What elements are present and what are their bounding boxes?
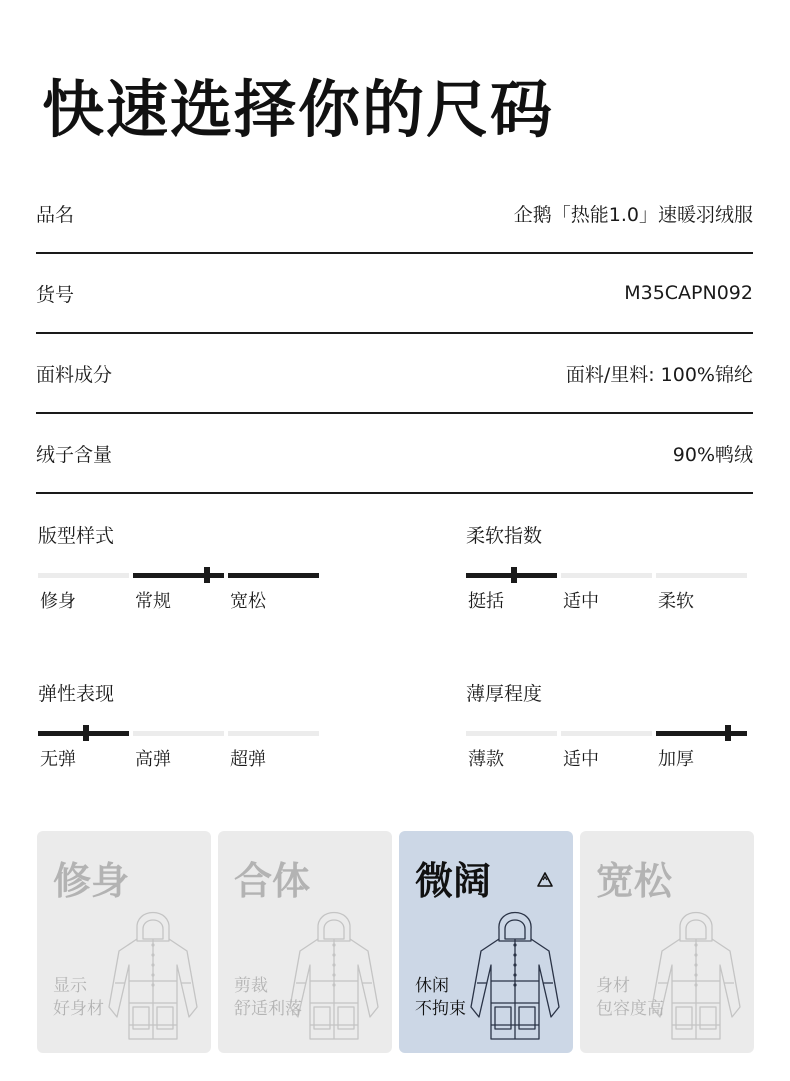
jacket-button	[694, 973, 697, 976]
jacket-illustration	[461, 899, 569, 1051]
page-title: 快速选择你的尺码	[42, 73, 555, 146]
card-title: 合体	[234, 859, 311, 903]
fit-card-slim[interactable]	[37, 831, 211, 1053]
fit-cards	[37, 831, 754, 1053]
jacket-button	[694, 983, 697, 986]
jacket-outline	[324, 920, 344, 939]
card-desc-line: 包容度高	[596, 999, 664, 1019]
scale-segment	[656, 573, 747, 578]
scale-segment	[133, 573, 224, 578]
card-desc-line: 不拘束	[415, 999, 466, 1019]
jacket-outline	[495, 1007, 511, 1029]
card-title: 宽松	[596, 859, 673, 903]
scale-marker	[725, 725, 731, 741]
spec-value: 企鹅「热能1.0」速暖羽绒服	[513, 203, 753, 226]
jacket-button	[332, 943, 335, 946]
jacket-outline	[143, 920, 163, 939]
jacket-button	[332, 963, 335, 966]
card-description	[596, 975, 664, 1021]
card-desc-line: 舒适利落	[234, 999, 302, 1019]
fit-style-scale	[38, 569, 320, 581]
jacket-outline	[318, 913, 350, 942]
scale-label: 修身	[40, 591, 76, 612]
jacket-button	[513, 943, 516, 946]
jacket-button	[332, 983, 335, 986]
scale-segment	[133, 731, 224, 736]
fit-card-loose[interactable]	[580, 831, 754, 1053]
scale-label: 高弹	[135, 749, 171, 770]
card-description	[234, 975, 302, 1021]
jacket-outline	[686, 920, 706, 939]
spec-value: 90%鸭绒	[672, 443, 753, 466]
jacket-button	[332, 973, 335, 976]
spec-label: 绒子含量	[36, 443, 113, 466]
fit-card-relaxed[interactable]	[399, 831, 573, 1053]
card-desc-line: 显示	[53, 976, 87, 996]
metric-softness	[466, 523, 748, 615]
scale-segment	[561, 573, 652, 578]
jacket-outline	[137, 913, 169, 942]
jacket-button	[151, 963, 154, 966]
jacket-outline	[519, 1007, 535, 1029]
jacket-button	[694, 953, 697, 956]
scale-label: 薄款	[468, 749, 504, 770]
jacket-button	[513, 983, 516, 986]
spec-row-fabric	[36, 334, 753, 414]
jacket-button	[151, 953, 154, 956]
scale-segment	[38, 573, 129, 578]
jacket-button	[151, 973, 154, 976]
scale-label: 加厚	[658, 749, 694, 770]
scale-segment	[656, 731, 747, 736]
recycle-icon	[535, 871, 555, 891]
jacket-button	[151, 943, 154, 946]
softness-scale	[466, 569, 748, 581]
scale-labels	[466, 587, 748, 615]
jacket-outline	[314, 1007, 330, 1029]
jacket-button	[513, 953, 516, 956]
card-desc-line: 好身材	[53, 999, 104, 1019]
jacket-button	[513, 973, 516, 976]
scale-label: 无弹	[40, 749, 76, 770]
spec-label: 品名	[36, 203, 75, 226]
card-description	[415, 975, 466, 1021]
scale-marker	[83, 725, 89, 741]
spec-row-product-name	[36, 174, 753, 254]
scale-label: 挺括	[468, 591, 504, 612]
card-description	[53, 975, 104, 1021]
jacket-outline	[680, 913, 712, 942]
card-title: 微阔	[415, 859, 492, 903]
card-desc-line: 身材	[596, 976, 630, 996]
spec-row-down-content	[36, 414, 753, 494]
spec-label: 面料成分	[36, 363, 113, 386]
scale-label: 常规	[135, 591, 171, 612]
metric-fit-style	[38, 523, 320, 615]
jacket-button	[513, 963, 516, 966]
jacket-outline	[700, 1007, 716, 1029]
metric-title: 柔软指数	[466, 525, 543, 547]
scale-marker	[511, 567, 517, 583]
scale-segment	[228, 573, 319, 578]
card-desc-line: 休闲	[415, 976, 449, 996]
spec-value: 面料/里料: 100%锦纶	[565, 363, 753, 386]
spec-label: 货号	[36, 283, 75, 306]
jacket-button	[694, 963, 697, 966]
metric-elasticity	[38, 681, 320, 773]
jacket-outline	[338, 1007, 354, 1029]
jacket-outline	[505, 920, 525, 939]
jacket-outline	[133, 1007, 149, 1029]
spec-row-item-number	[36, 254, 753, 334]
jacket-button	[694, 943, 697, 946]
spec-table	[36, 174, 753, 494]
scale-segment	[561, 731, 652, 736]
scale-labels	[38, 587, 320, 615]
scale-segment	[228, 731, 319, 736]
card-title: 修身	[53, 859, 130, 903]
metric-title: 薄厚程度	[466, 683, 543, 705]
jacket-outline	[157, 1007, 173, 1029]
scale-label: 适中	[563, 591, 599, 612]
scale-label: 超弹	[230, 749, 266, 770]
jacket-button	[332, 953, 335, 956]
metric-thickness	[466, 681, 748, 773]
jacket-illustration	[99, 899, 207, 1051]
scale-labels	[38, 745, 320, 773]
scale-label: 柔软	[658, 591, 694, 612]
jacket-button	[151, 983, 154, 986]
metric-title: 版型样式	[38, 525, 115, 547]
scale-label: 适中	[563, 749, 599, 770]
card-desc-line: 剪裁	[234, 976, 268, 996]
thickness-scale	[466, 727, 748, 739]
metric-title: 弹性表现	[38, 683, 115, 705]
scale-marker	[204, 567, 210, 583]
jacket-outline	[499, 913, 531, 942]
jacket-outline	[676, 1007, 692, 1029]
scale-labels	[466, 745, 748, 773]
scale-label: 宽松	[230, 591, 266, 612]
spec-value: M35CAPN092	[624, 282, 753, 304]
fit-card-regular[interactable]	[218, 831, 392, 1053]
elasticity-scale	[38, 727, 320, 739]
scale-segment	[466, 731, 557, 736]
